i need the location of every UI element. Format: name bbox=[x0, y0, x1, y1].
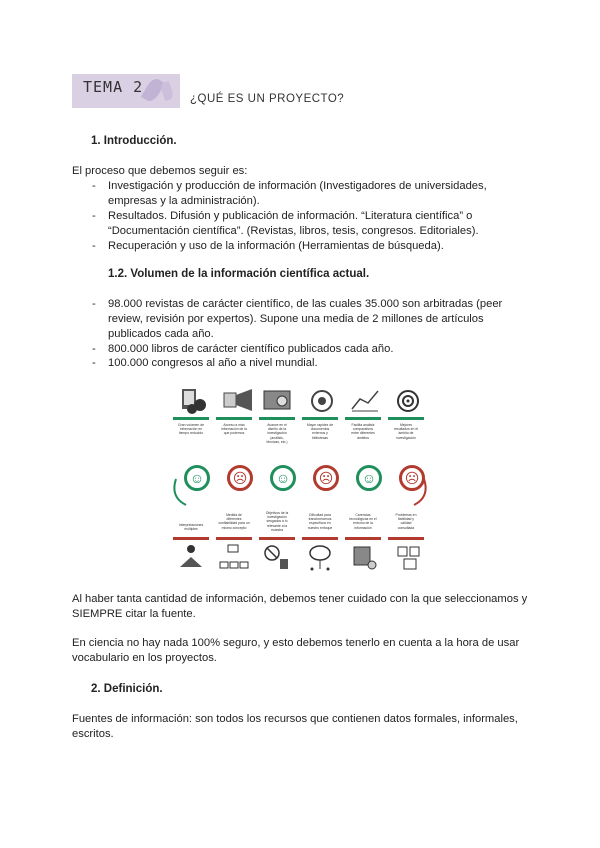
infographic-caption: Mayor rapidez de documentos externos y bibliotecas bbox=[306, 423, 334, 440]
paragraph: Al haber tanta cantidad de información, debemos tener cuidado con la que seleccionamos y SIEMPRE citar la fuente. bbox=[72, 593, 528, 620]
books-info-icon bbox=[182, 389, 206, 414]
research-screen-icon bbox=[264, 391, 290, 409]
paragraph: El proceso que debemos seguir es: bbox=[72, 165, 248, 177]
happy-face-icon: ☺ bbox=[356, 465, 382, 491]
list-item: - Resultados. Difusión y publicación de información. “Literatura científica” o “Documentación científica”. (Revistas, libros, tesis, congresos. Editoriales). bbox=[108, 209, 479, 239]
list-item: - 98.000 revistas de carácter científico, de las cuales 35.000 son arbitradas (peer review, revisión por expertos). Supone una media de 2 millones de artículos publicados cada año. bbox=[108, 297, 502, 342]
sitemap-icon bbox=[220, 545, 248, 568]
infographic-caption: Carencias tecnológicas en el entorno de la información bbox=[349, 513, 377, 530]
list-item: - Investigación y producción de información (Investigadores de universidades, empresas y la administración). bbox=[108, 179, 487, 209]
page-subtitle: ¿QUÉ ES UN PROYECTO? bbox=[190, 93, 345, 105]
infographic-caption: Objetivos de la investigación sesgados a lo relevante a la muestra bbox=[265, 511, 289, 532]
infographic-caption: Acceso a más información de la que podemos bbox=[221, 423, 247, 436]
infographic-caption: Interpretaciones múltiples bbox=[178, 523, 204, 532]
gear-cycle-icon bbox=[312, 391, 332, 411]
reading-person-icon bbox=[180, 545, 202, 567]
happy-face-icon: ☺ bbox=[184, 465, 210, 491]
blocked-people-icon bbox=[265, 546, 288, 569]
infographic-caption: Avance en el diseño de la investigación (análisis, técnicas, etc.) bbox=[266, 423, 288, 444]
infographic-caption: Mejores resultados en el ámbito de investigación bbox=[394, 423, 418, 440]
infographic-caption: Problemas en fiabilidad y calidad consultada bbox=[395, 513, 417, 530]
section-heading: 2. Definición. bbox=[91, 683, 163, 695]
list-item: - 800.000 libros de carácter científico publicados cada año. bbox=[108, 342, 393, 357]
megaphone-icon bbox=[224, 389, 252, 411]
paragraph: Fuentes de información: son todos los recursos que contienen datos formales, informales, escritos. bbox=[72, 713, 518, 740]
infographic-caption: Facilita análisis comparativos entre diferentes ámbitos bbox=[351, 423, 375, 440]
line-chart-icon bbox=[352, 391, 378, 411]
infographic-caption: Gran volumen de información en tiempo reducido bbox=[177, 423, 204, 436]
cloud-network-icon bbox=[310, 546, 330, 571]
infographic-caption: Dificultad para transformarnos específicos en nuestro enfoque bbox=[307, 513, 333, 530]
leaf-decoration bbox=[159, 81, 175, 101]
section-heading: 1.2. Volumen de la información científica actual. bbox=[108, 268, 370, 280]
infographic-graphics bbox=[172, 387, 428, 575]
list-item: - Recuperación y uso de la información (Herramientas de búsqueda). bbox=[108, 239, 444, 254]
infographic-caption: Medida de diferentes confiabilidad para un mismo concepto bbox=[218, 513, 250, 530]
paragraph: En ciencia no hay nada 100% seguro, y esto debemos tenerlo en cuenta a la hora de usar vocabulario en los proyectos. bbox=[72, 637, 520, 664]
target-icon bbox=[398, 391, 418, 411]
topic-badge: TEMA 2 bbox=[83, 78, 144, 96]
sad-face-icon: ☹ bbox=[399, 465, 425, 491]
happy-face-icon: ☺ bbox=[270, 465, 296, 491]
infographic bbox=[172, 387, 428, 575]
checklist-icon bbox=[398, 547, 419, 569]
server-settings-icon bbox=[354, 547, 376, 569]
section-heading: 1. Introducción. bbox=[91, 135, 177, 147]
sad-face-icon: ☹ bbox=[313, 465, 339, 491]
sad-face-icon: ☹ bbox=[227, 465, 253, 491]
list-item: - 100.000 congresos al año a nivel mundial. bbox=[108, 356, 318, 371]
